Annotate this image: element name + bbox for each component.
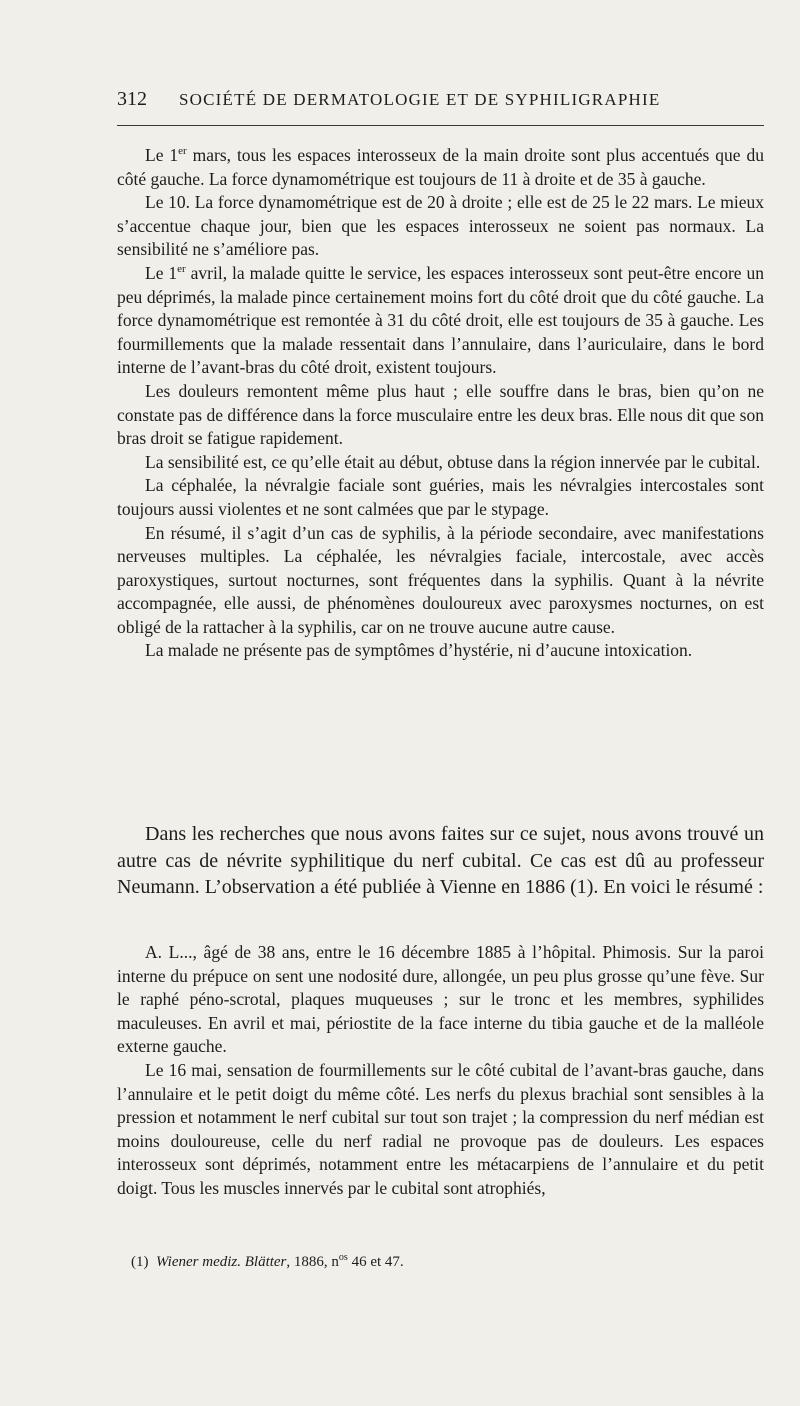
paragraph: Le 1er mars, tous les espaces interosseux de la main droite sont plus accentués que du côté gauche. La force dynamométrique est toujours de 11 à droite et de 35 à gauche. bbox=[117, 145, 764, 189]
paragraph: A. L..., âgé de 38 ans, entre le 16 décembre 1885 à l’hôpital. Phimosis. Sur la paroi interne du prépuce on sent une nodosité dure, allongée, un peu plus grosse qu’une fève. Sur le raphé péno-scrotal, plaques muqueuses ; sur le tronc et les membres, syphilides maculeuses. En avril et mai, périostite de la face interne du tibia gauche et de la malléole externe gauche. bbox=[117, 942, 764, 1057]
paragraph: Les douleurs remontent même plus haut ; elle souffre dans le bras, bien qu’on ne constate pas de différence dans la force musculaire entre les deux bras. Elle nous dit que son bras droit se fatigue rapidement. bbox=[117, 380, 764, 449]
paragraph: En résumé, il s’agit d’un cas de syphilis, à la période secondaire, avec manifestations nerveuses multiples. La céphalée, les névralgies faciale, intercostale, avec accès paroxystiques, surtout nocturnes, sont fréquentes dans la syphilis. Quant à la névrite accompagnée, elle aussi, de phénomènes douloureux avec paroxysmes nocturnes, on est obligé de la rattacher à la syphilis, car on ne trouve aucune autre cause. bbox=[117, 522, 764, 637]
paragraph: Le 16 mai, sensation de fourmillements sur le côté cubital de l’avant-bras gauche, dans l’annulaire et le petit doigt du même côté. Les nerfs du plexus brachial sont sensibles à la pression et notamment le nerf cubital sur tout son trajet ; la compression du nerf médian est moins douloureuse, celle du nerf radial ne provoque pas de douleurs. Les espaces interosseux sont déprimés, notamment entre les métacarpiens de l’annulaire et du petit doigt. Tous les muscles innervés par le cubital sont atrophiés, bbox=[117, 1059, 764, 1198]
paragraph: La céphalée, la névralgie faciale sont guéries, mais les névralgies intercostales sont toujours aussi violentes et ne sont calmées que par le stypage. bbox=[117, 475, 764, 519]
paragraph: La malade ne présente pas de symptômes d’hystérie, ni d’aucune intoxication. bbox=[145, 640, 693, 661]
footnote: (1) Wiener mediz. Blätter, 1886, $n^{os}$ 46 et 47. bbox=[131, 1252, 404, 1270]
running-header bbox=[117, 88, 764, 111]
main-text bbox=[117, 821, 764, 901]
summary-text bbox=[117, 941, 764, 1201]
paragraph: Le 1er avril, la malade quitte le service, les espaces interosseux sont peut-être encore un peu déprimés, la malade pince certainement moins fort du côté droit que du côté gauche. La force dynamométrique est remontée à 31 du côté droit, elle est toujours de 35 à gauche. Les fourmillements que la malade ressentait dans l’annulaire, dans l’auriculaire, dans le bord interne de l’avant-bras du côté droit, existent toujours. bbox=[117, 262, 764, 378]
paragraph: La sensibilité est, ce qu’elle était au début, obtuse dans la région innervée par le cubital. bbox=[145, 451, 761, 472]
paragraph: Le 10. La force dynamométrique est de 20 à droite ; elle est de 25 le 22 mars. Le mieux s’accentue chaque jour, bien que les espaces interosseux ne soient pas normaux. La sensibilité ne s’améliore pas. bbox=[117, 192, 764, 260]
paragraph: Dans les recherches que nous avons faites sur ce sujet, nous avons trouvé un autre cas de névrite syphilitique du nerf cubital. Ce cas est dû au professeur Neumann. L’observation a été publiée à Vienne en 1886 (1). En voici le résumé : bbox=[117, 823, 764, 899]
running-title: SOCIÉTÉ DE DERMATOLOGIE ET DE SYPHILIGRAPHIE bbox=[179, 90, 661, 109]
page-number: 312 bbox=[117, 88, 147, 110]
header-rule bbox=[117, 125, 764, 126]
case-report-text bbox=[117, 144, 764, 663]
